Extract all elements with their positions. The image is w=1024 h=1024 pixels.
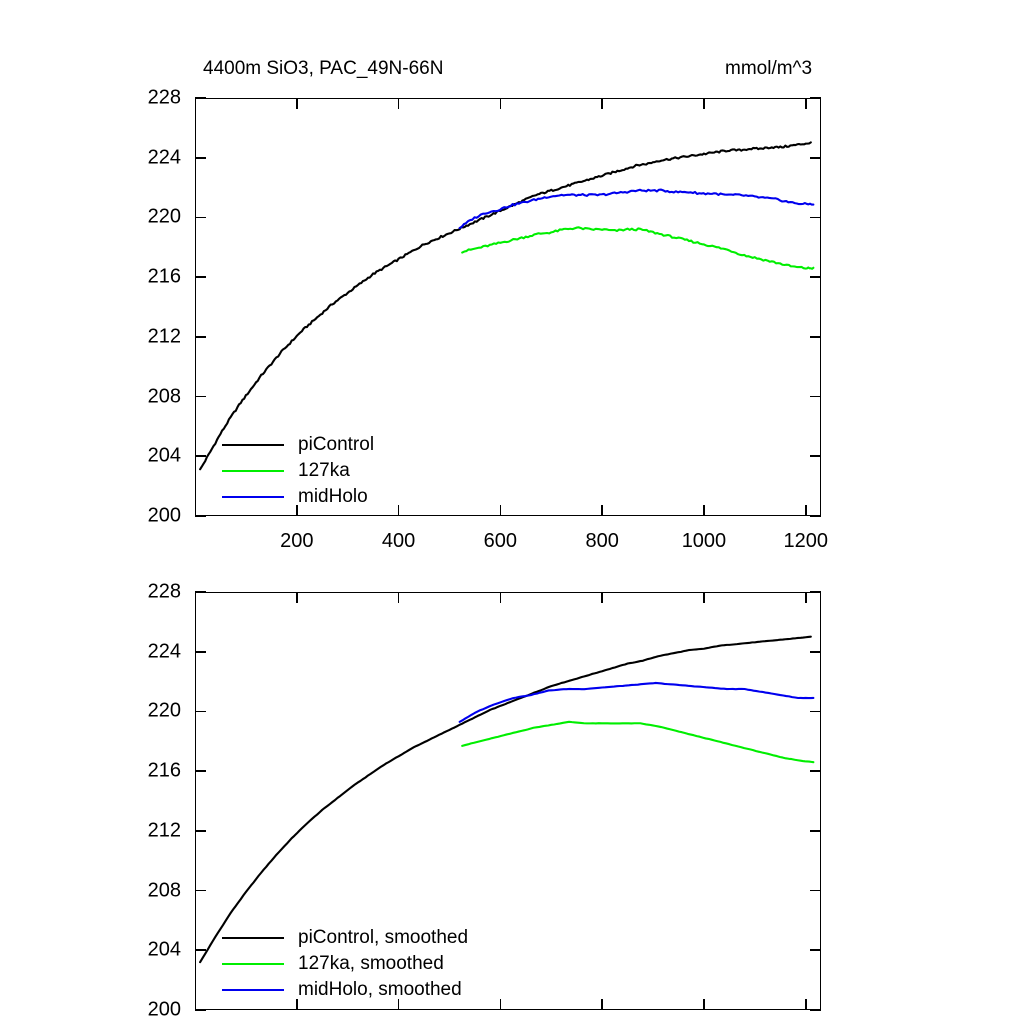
y-tick-mark (195, 770, 206, 772)
y-tick-mark (810, 396, 821, 398)
legend-label: 127ka, smoothed (298, 953, 444, 974)
series-line (462, 227, 813, 268)
y-tick-label: 208 (147, 879, 181, 902)
y-tick-mark (195, 515, 206, 517)
y-tick-mark (810, 651, 821, 653)
x-tick-mark (703, 592, 705, 603)
x-tick-mark (601, 592, 603, 603)
y-tick-label: 212 (147, 325, 181, 348)
y-tick-mark (810, 97, 821, 99)
x-tick-mark (398, 592, 400, 603)
x-tick-mark (805, 592, 807, 603)
y-tick-mark (195, 396, 206, 398)
y-tick-label: 204 (147, 938, 181, 961)
y-tick-mark (195, 1009, 206, 1011)
legend-label: 127ka (298, 460, 350, 481)
x-tick-label: 600 (483, 530, 518, 552)
y-tick-mark (195, 455, 206, 457)
y-tick-label: 216 (147, 759, 181, 782)
y-tick-label: 216 (147, 265, 181, 288)
y-tick-mark (195, 651, 206, 653)
x-tick-mark (703, 999, 705, 1010)
x-tick-mark (500, 592, 502, 603)
x-tick-mark (500, 505, 502, 516)
y-tick-label: 212 (147, 819, 181, 842)
y-tick-label: 228 (147, 86, 181, 109)
y-tick-mark (810, 515, 821, 517)
y-tick-mark (195, 276, 206, 278)
y-tick-mark (810, 336, 821, 338)
x-tick-label: 200 (280, 530, 314, 552)
y-tick-mark (195, 711, 206, 713)
y-tick-mark (810, 217, 821, 219)
y-tick-mark (810, 949, 821, 951)
y-tick-mark (195, 97, 206, 99)
y-tick-label: 200 (147, 504, 181, 527)
x-tick-mark (601, 999, 603, 1010)
y-tick-label: 228 (147, 580, 181, 603)
y-tick-mark (810, 455, 821, 457)
x-tick-mark (398, 505, 400, 516)
x-tick-label: 800 (585, 530, 619, 552)
y-tick-label: 224 (147, 640, 181, 663)
x-tick-mark (805, 999, 807, 1010)
y-tick-label: 220 (147, 699, 181, 722)
x-tick-mark (805, 98, 807, 109)
y-tick-mark (810, 157, 821, 159)
series-line (460, 190, 814, 228)
y-tick-mark (195, 591, 206, 593)
top-panel-units-label: mmol/m^3 (725, 58, 813, 79)
x-tick-mark (703, 505, 705, 516)
legend-swatch-line (222, 989, 284, 991)
legend-swatch-line (222, 496, 284, 498)
x-tick-label: 400 (381, 530, 416, 552)
y-tick-mark (195, 890, 206, 892)
bottom-panel (0, 570, 1024, 1024)
series-line (200, 142, 811, 469)
x-tick-mark (296, 98, 298, 109)
y-tick-label: 204 (147, 444, 181, 467)
legend-swatch-line (222, 444, 284, 446)
x-tick-mark (703, 98, 705, 109)
y-tick-mark (195, 157, 206, 159)
legend-label: midHolo (298, 486, 368, 507)
y-tick-label: 200 (147, 998, 181, 1021)
legend-label: midHolo, smoothed (298, 979, 462, 1000)
series-line (462, 722, 813, 762)
legend-swatch-line (222, 963, 284, 965)
y-tick-label: 208 (147, 385, 181, 408)
x-tick-label: 1200 (783, 530, 828, 552)
y-tick-mark (810, 711, 821, 713)
y-tick-mark (195, 949, 206, 951)
y-tick-mark (810, 591, 821, 593)
y-tick-mark (810, 276, 821, 278)
y-tick-mark (195, 830, 206, 832)
y-tick-mark (810, 770, 821, 772)
y-tick-mark (195, 217, 206, 219)
x-tick-mark (500, 98, 502, 109)
x-tick-mark (805, 505, 807, 516)
y-tick-mark (195, 336, 206, 338)
top-panel-title: 4400m SiO3, PAC_49N-66N (203, 58, 444, 79)
x-tick-mark (601, 98, 603, 109)
x-tick-label: 1000 (681, 530, 727, 552)
y-tick-label: 220 (147, 205, 181, 228)
series-line (460, 683, 814, 722)
x-tick-mark (398, 98, 400, 109)
series-line (200, 637, 811, 963)
x-tick-mark (500, 999, 502, 1010)
y-tick-mark (810, 890, 821, 892)
x-tick-mark (296, 592, 298, 603)
legend-swatch-line (222, 937, 284, 939)
legend-label: piControl (298, 434, 375, 455)
y-tick-label: 224 (147, 146, 181, 169)
legend-swatch-line (222, 470, 284, 472)
x-tick-mark (601, 505, 603, 516)
y-tick-mark (810, 1009, 821, 1011)
y-tick-mark (810, 830, 821, 832)
legend-label: piControl, smoothed (298, 927, 469, 948)
